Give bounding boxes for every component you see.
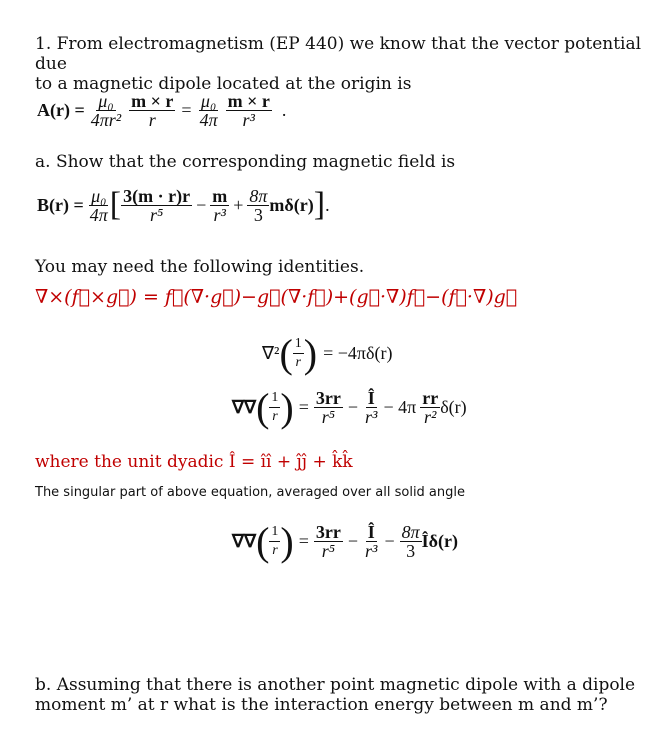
grad-grad-term1-num: 3rr bbox=[315, 388, 341, 408]
eqB-term3-num: 8π bbox=[249, 185, 268, 206]
grad-grad-operator: ∇∇ bbox=[232, 397, 257, 417]
averaged-term1-den: r⁵ bbox=[321, 541, 336, 561]
eqA-lhs: A(r) = bbox=[37, 100, 85, 120]
laplacian-frac-den: r bbox=[295, 355, 301, 370]
eqB-term1 bbox=[121, 187, 192, 224]
dyadic-definition: where the unit dyadic Î = îî + ĵĵ + k̂k̂ bbox=[35, 452, 353, 472]
laplacian-rhs: = −4πδ(r) bbox=[323, 343, 393, 363]
laplacian-operator: ∇² bbox=[262, 343, 280, 363]
eqB-term3-rest: mδ(r) bbox=[269, 194, 314, 215]
part-b-line1: b. Assuming that there is another point magnetic dipole with a dipole bbox=[35, 675, 636, 695]
magnetic-field-equation bbox=[37, 186, 330, 224]
averaged-minus2: − bbox=[384, 531, 395, 551]
left-bracket: [ bbox=[109, 186, 122, 223]
eqA-frac3-den: 4π bbox=[199, 110, 218, 130]
grad-grad-term3-rest: δ(r) bbox=[440, 397, 467, 417]
laplacian-close-paren: ) bbox=[303, 331, 318, 376]
part-b-text bbox=[35, 675, 635, 715]
eqA-frac2 bbox=[129, 92, 175, 129]
averaged-term3-rest: Îδ(r) bbox=[421, 531, 458, 551]
averaged-term3 bbox=[400, 523, 422, 560]
grad-grad-term1 bbox=[314, 389, 343, 426]
grad-grad-frac-num: 1 bbox=[269, 389, 280, 408]
averaged-term3-num: 8π bbox=[401, 522, 420, 542]
problem-intro-line1: 1. From electromagnetism (EP 440) we know that the vector potential due bbox=[35, 34, 642, 74]
grad-grad-frac bbox=[269, 389, 280, 426]
eqB-term1-num: 3(m · r)r bbox=[123, 185, 191, 206]
eqA-period: . bbox=[281, 100, 287, 120]
averaged-equals: = bbox=[298, 531, 309, 551]
grad-grad-term3-den: r² bbox=[423, 407, 437, 427]
grad-grad-term2 bbox=[363, 389, 379, 426]
eqB-term3 bbox=[247, 187, 269, 224]
grad-grad-frac-den: r bbox=[272, 409, 278, 424]
singular-part-note: The singular part of above equation, averaged over all solid angle bbox=[35, 485, 466, 500]
averaged-term2 bbox=[363, 523, 379, 560]
right-bracket: ] bbox=[313, 186, 326, 223]
averaged-term1 bbox=[314, 523, 343, 560]
eqB-term1-den: r⁵ bbox=[149, 204, 164, 225]
grad-grad-term3 bbox=[420, 389, 440, 426]
grad-grad-open-paren: ( bbox=[256, 385, 270, 430]
averaged-close-paren: ) bbox=[280, 519, 294, 564]
grad-grad-identity bbox=[232, 384, 467, 431]
averaged-open-paren: ( bbox=[256, 519, 270, 564]
laplacian-frac-num: 1 bbox=[293, 335, 304, 354]
averaged-minus1: − bbox=[347, 531, 359, 551]
eqA-frac1-num: μ₀ bbox=[98, 91, 114, 111]
grad-grad-term2-den: r³ bbox=[365, 407, 378, 427]
eqA-frac1 bbox=[89, 92, 123, 129]
eqA-frac2-num: m × r bbox=[131, 91, 174, 111]
grad-grad-equals: = bbox=[298, 397, 309, 417]
grad-grad-term3-num: rr bbox=[422, 388, 439, 408]
grad-grad-close-paren: ) bbox=[280, 385, 294, 430]
eqA-equals: = bbox=[181, 100, 192, 120]
part-b-line2: moment m’ at r what is the interaction energy between m and m’? bbox=[35, 695, 608, 715]
eqB-minus: − bbox=[196, 194, 207, 215]
averaged-operator: ∇∇ bbox=[232, 531, 257, 551]
laplacian-frac bbox=[293, 335, 304, 372]
averaged-term3-den: 3 bbox=[406, 541, 416, 561]
averaged-term1-num: 3rr bbox=[315, 522, 341, 542]
eqA-frac1-den: 4πr² bbox=[90, 110, 122, 130]
eqB-prefactor bbox=[88, 187, 110, 224]
eqB-term3-den: 3 bbox=[253, 204, 263, 225]
averaged-frac-num: 1 bbox=[269, 523, 280, 542]
eqB-term2 bbox=[210, 187, 229, 224]
eqB-term2-num: m bbox=[212, 185, 228, 206]
eqB-prefactor-num: μ₀ bbox=[91, 185, 107, 206]
laplacian-identity bbox=[262, 330, 392, 377]
grad-grad-minus: − bbox=[347, 397, 359, 417]
eqB-lhs: B(r) = bbox=[37, 194, 84, 215]
eqA-frac4 bbox=[226, 92, 272, 129]
averaged-identity bbox=[232, 518, 458, 565]
averaged-term2-num: Î bbox=[367, 522, 375, 542]
eqB-plus: + bbox=[233, 194, 244, 215]
eqB-period: . bbox=[325, 194, 330, 215]
eqA-frac4-den: r³ bbox=[242, 110, 255, 130]
vector-potential-equation bbox=[37, 92, 286, 129]
problem-intro-line2: to a magnetic dipole located at the origin is bbox=[35, 74, 412, 94]
part-a-text: a. Show that the corresponding magnetic field is bbox=[35, 152, 456, 172]
eqA-frac3 bbox=[198, 92, 220, 129]
grad-grad-term1-den: r⁵ bbox=[321, 407, 336, 427]
averaged-frac bbox=[269, 523, 280, 560]
grad-grad-term3-pre: − 4π bbox=[383, 397, 417, 417]
grad-grad-term2-num: Î bbox=[367, 388, 375, 408]
eqA-frac4-num: m × r bbox=[227, 91, 270, 111]
problem-intro bbox=[35, 34, 654, 94]
eqB-term2-den: r³ bbox=[213, 204, 226, 225]
eqA-frac3-num: μ₀ bbox=[200, 91, 217, 111]
curl-identity: ∇×(f⃗×g⃗) = f⃗(∇·g⃗)−g⃗(∇·f⃗)+(g⃗·∇)f⃗−(f⃗·∇)g⃗ bbox=[35, 286, 518, 308]
identities-intro: You may need the following identities. bbox=[35, 257, 365, 277]
eqA-frac2-den: r bbox=[148, 110, 156, 130]
laplacian-open-paren: ( bbox=[279, 331, 293, 376]
averaged-term2-den: r³ bbox=[365, 541, 378, 561]
averaged-frac-den: r bbox=[272, 543, 278, 558]
eqB-prefactor-den: 4π bbox=[89, 204, 108, 225]
